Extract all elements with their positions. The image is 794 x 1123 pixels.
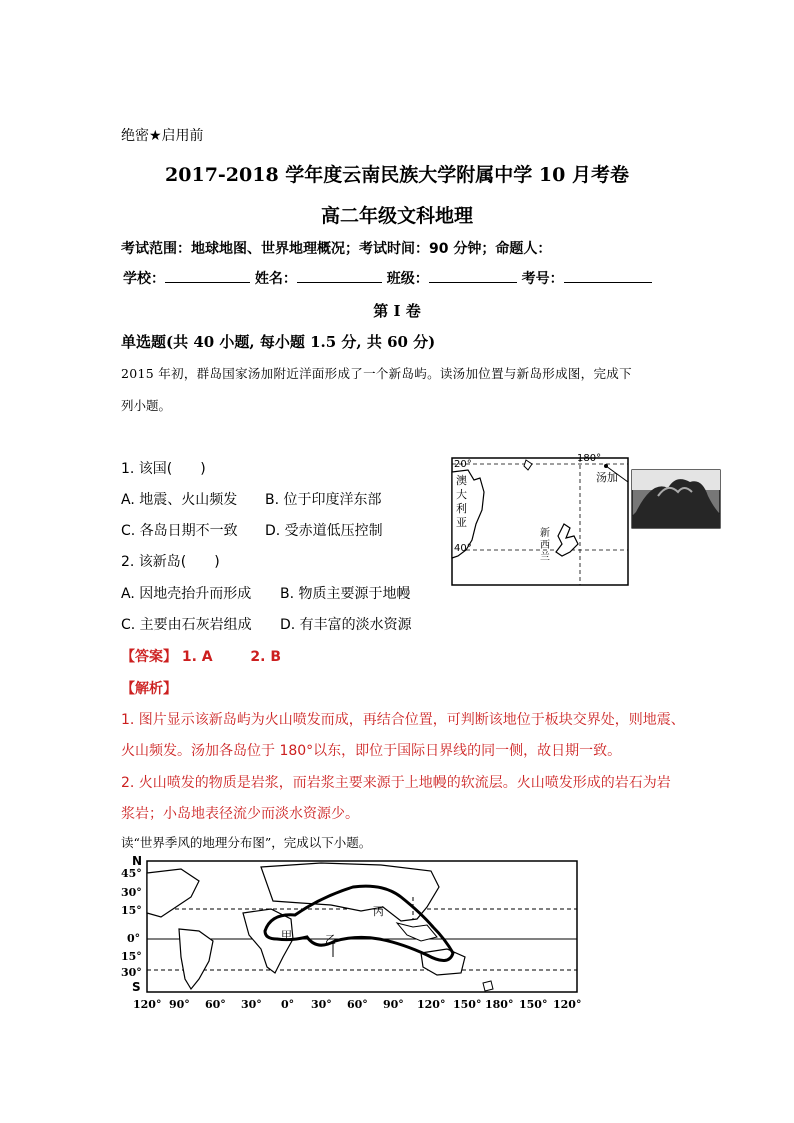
answer-2: 2. B <box>250 649 282 665</box>
confidential-mark: 绝密★启用前 <box>121 128 204 144</box>
map2-region-bing: 丙 <box>373 905 384 918</box>
map2-lon-120w: 120° <box>133 998 162 1011</box>
analysis-1-line-1: 1. 图片显示该新岛屿为火山喷发而成，再结合位置，可判断该地位于板块交界处，则地震、 <box>121 712 685 728</box>
name-label: 姓名： <box>254 271 297 287</box>
map2-lat-15n: 15° <box>121 904 142 917</box>
class-label: 班级： <box>386 271 429 287</box>
map2-region-yi: 乙 <box>325 933 336 946</box>
map2-lat-30n: 30° <box>121 886 142 899</box>
map2-lon-60e: 60° <box>347 998 368 1011</box>
map2-lon-120w-right: 120° <box>553 998 582 1011</box>
answer-label: 【答案】 <box>121 649 177 665</box>
map2-lat-45n: 45° <box>121 867 142 880</box>
question-1-stem: 1. 该国( ) <box>121 461 206 477</box>
answer-block <box>121 646 281 666</box>
passage-2: 读“世界季风的地理分布图”，完成以下小题。 <box>121 835 372 850</box>
map2-north: N <box>132 854 143 868</box>
map2-lon-90w: 90° <box>169 998 190 1011</box>
analysis-label: 【解析】 <box>121 681 177 697</box>
map2-lon-150w: 150° <box>519 998 548 1011</box>
map2-lon-30e: 30° <box>311 998 332 1011</box>
question-1-option-d[interactable]: D. 受赤道低压控制 <box>265 523 383 539</box>
map2-lat-0: 0° <box>127 932 141 945</box>
question-1-option-c[interactable]: C. 各岛日期不一致 <box>121 523 238 539</box>
question-2-option-d[interactable]: D. 有丰富的淡水资源 <box>280 617 412 633</box>
map2-lon-90e: 90° <box>383 998 404 1011</box>
map2-south: S <box>132 980 141 994</box>
exam-title: 2017-2018 学年度云南民族大学附属中学 10 月考卷 <box>165 164 629 186</box>
monsoon-map-graphic <box>121 857 586 1017</box>
tonga-map-graphic <box>446 452 726 592</box>
answer-1: 1. A <box>181 649 213 665</box>
school-field[interactable] <box>165 268 250 283</box>
map2-lon-0: 0° <box>281 998 295 1011</box>
question-2-option-b[interactable]: B. 物质主要源于地幔 <box>280 586 411 602</box>
question-2-option-c[interactable]: C. 主要由石灰岩组成 <box>121 617 252 633</box>
map1-lon-180: 180° <box>577 453 602 464</box>
volume-label: 第 I 卷 <box>373 302 421 320</box>
section-heading: 单选题(共 40 小题, 每小题 1.5 分, 共 60 分) <box>121 333 436 351</box>
question-1-option-a[interactable]: A. 地震、火山频发 <box>121 492 238 508</box>
map1-tonga-label: 汤加 <box>596 471 618 484</box>
tonga-location-map <box>446 452 726 592</box>
map1-lat-20: 20° <box>454 459 472 470</box>
map1-lat-40: 40° <box>454 543 472 554</box>
school-label: 学校： <box>123 271 165 287</box>
map2-lon-30w: 30° <box>241 998 262 1011</box>
exam-info: 考试范围：地球地图、世界地理概况；考试时间：90 分钟；命题人： <box>121 241 552 257</box>
student-fields <box>123 268 652 288</box>
passage-1-line-2: 列小题。 <box>121 398 172 413</box>
map2-lat-15s: 15° <box>121 950 142 963</box>
analysis-2-line-1: 2. 火山喷发的物质是岩浆，而岩浆主要来源于上地幔的软流层。火山喷发形成的岩石为岩 <box>121 775 671 791</box>
analysis-2-line-2: 浆岩；小岛地表径流少而淡水资源少。 <box>121 806 359 822</box>
map1-australia-label: 澳大利亚 <box>456 474 467 529</box>
map2-lon-180: 180° <box>485 998 514 1011</box>
class-field[interactable] <box>429 268 517 283</box>
map2-lon-60w: 60° <box>205 998 226 1011</box>
name-field[interactable] <box>297 268 382 283</box>
exam-subtitle: 高二年级文科地理 <box>320 205 473 227</box>
question-2-stem: 2. 该新岛( ) <box>121 554 220 570</box>
question-1-option-b[interactable]: B. 位于印度洋东部 <box>265 492 382 508</box>
map2-lat-30s: 30° <box>121 966 142 979</box>
question-2-option-a[interactable]: A. 因地壳抬升而形成 <box>121 586 252 602</box>
number-field[interactable] <box>564 268 652 283</box>
analysis-1-line-2: 火山频发。汤加各岛位于 180°以东，即位于国际日界线的同一侧，故日期一致。 <box>121 743 622 759</box>
map2-region-jia: 甲 <box>281 929 292 942</box>
monsoon-map <box>121 854 586 1017</box>
passage-1-line-1: 2015 年初，群岛国家汤加附近洋面形成了一个新岛屿。读汤加位置与新岛形成图，完成下 <box>121 366 632 381</box>
map2-lon-150e: 150° <box>453 998 482 1011</box>
map1-newzealand-label: 新西兰 <box>540 528 550 563</box>
number-label: 考号： <box>521 271 564 287</box>
map2-lon-120e: 120° <box>417 998 446 1011</box>
